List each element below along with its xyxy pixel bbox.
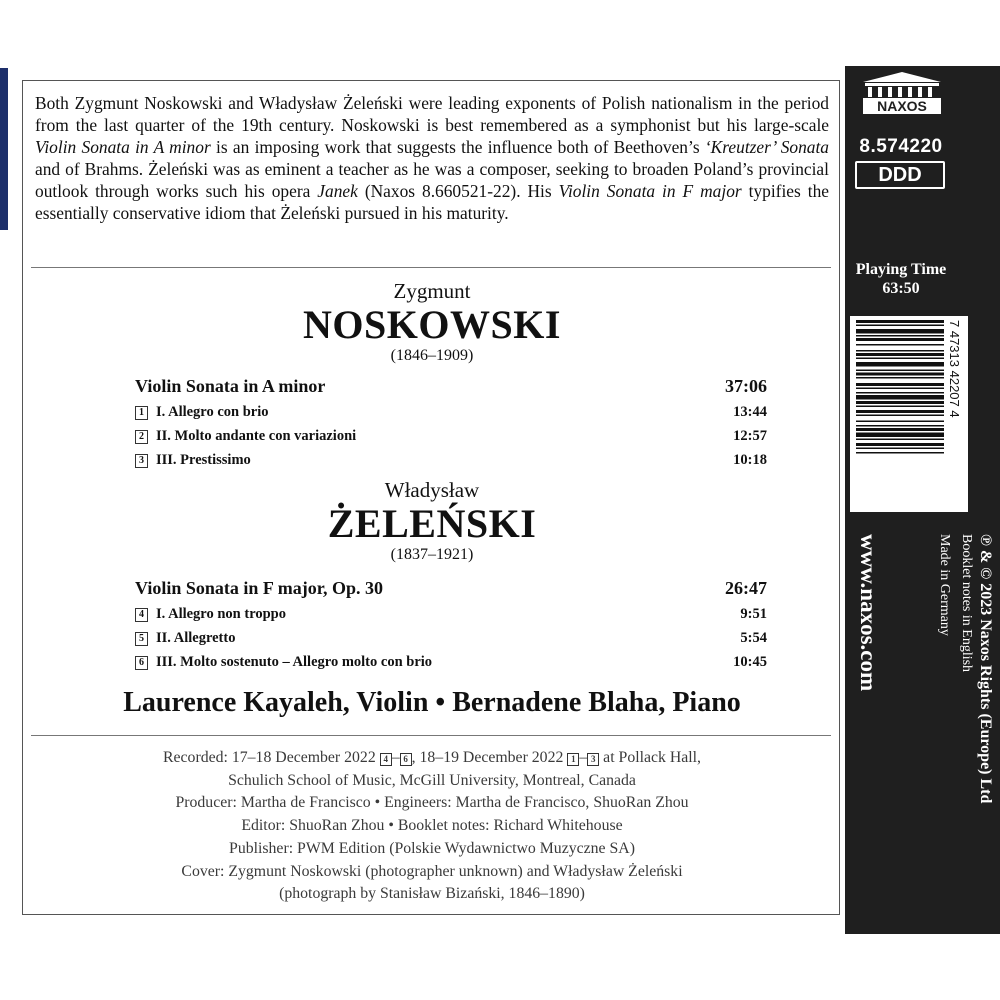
track-row: [135, 605, 767, 623]
divider-bottom: [31, 735, 831, 736]
barcode-bar: [856, 443, 944, 446]
track-title: II. Molto andante con variazioni: [156, 428, 357, 444]
barcode-bar: [856, 439, 944, 441]
track-number: 3: [135, 454, 148, 468]
credits-cover: Cover: Zygmunt Noskowski (photographer unknown) and Władysław Żeleński: [181, 862, 683, 880]
barcode-bar: [856, 452, 944, 454]
back-cover-panel: [22, 80, 840, 915]
naxos-logo-icon: [859, 70, 945, 116]
intro-text: (Naxos 8.660521-22). His: [357, 180, 559, 201]
barcode-bar: [856, 362, 944, 367]
barcode-bar: [856, 395, 944, 400]
ddd-badge: DDD: [855, 161, 945, 189]
copyright-text: ℗ & © 2023 Naxos Rights (Europe) Ltd: [977, 534, 994, 804]
track-duration: 5:54: [740, 630, 767, 646]
catalog-number: 8.574220: [859, 136, 943, 157]
left-edge-gap: [0, 230, 8, 934]
track-number: 5: [135, 632, 148, 646]
barcode: [850, 316, 968, 512]
made-in: Made in Germany: [937, 534, 952, 636]
intro-italic-janek: Janek: [317, 180, 358, 201]
track-duration: 10:18: [733, 452, 767, 468]
composer-first-name: Zygmunt: [393, 279, 471, 303]
barcode-bar: [856, 421, 944, 423]
composer-block-noskowski: [23, 279, 841, 365]
composer-dates: (1837–1921): [390, 546, 474, 563]
track-row: [135, 451, 767, 469]
credits-producer: Producer: Martha de Francisco • Engineers: Martha de Francisco, ShuoRan Zhou: [175, 794, 689, 812]
website-url: www.naxos.com: [856, 534, 881, 692]
barcode-bar: [856, 325, 944, 327]
barcode-bar: [856, 370, 944, 372]
playing-time: [845, 260, 957, 298]
booklet-language: Booklet notes in English: [959, 534, 974, 673]
spine-panel: [845, 66, 1000, 934]
track-row: [135, 427, 767, 445]
barcode-bar: [856, 401, 944, 404]
barcode-bar: [856, 406, 944, 408]
intro-italic-kreutzer: ‘Kreutzer’ Sonata: [704, 136, 829, 157]
credits-photo: (photograph by Stanisław Bizański, 1846–1890): [279, 885, 585, 903]
performers-line: Laurence Kayaleh, Violin • Bernadene Blaha, Piano: [123, 687, 741, 718]
intro-text: typifies the essentially conservative idiom that Żeleński pursued in his maturity.: [35, 180, 829, 223]
barcode-bar: [856, 373, 944, 376]
track-number-box: 4: [380, 753, 392, 766]
barcode-bar: [856, 415, 944, 417]
credits-venue: Schulich School of Music, McGill University, Montreal, Canada: [228, 771, 636, 789]
barcode-bar: [856, 433, 944, 438]
track-duration: 13:44: [733, 404, 767, 420]
playing-time-label: Playing Time: [855, 261, 947, 278]
track-row: [135, 403, 767, 421]
track-row: [135, 653, 767, 671]
recording-credits: [23, 747, 841, 906]
barcode-bar: [856, 320, 944, 323]
track-number: 6: [135, 656, 148, 670]
barcode-bar: [856, 392, 944, 394]
composer-last-name: NOSKOWSKI: [303, 302, 561, 347]
track-number: 1: [135, 406, 148, 420]
composer-dates: (1846–1909): [390, 347, 474, 364]
credits-editor: Editor: ShuoRan Zhou • Booklet notes: Richard Whitehouse: [241, 817, 623, 835]
track-number-box: 3: [587, 753, 599, 766]
work-title: Violin Sonata in A minor: [135, 376, 326, 396]
barcode-digits: 7 47313 42207 4: [947, 320, 962, 418]
barcode-bar: [856, 335, 944, 337]
work-title-row: [135, 375, 767, 397]
barcode-bar: [856, 388, 944, 390]
barcode-bar: [856, 358, 944, 360]
work-duration: 37:06: [725, 376, 767, 396]
work-title: Violin Sonata in F major, Op. 30: [135, 578, 384, 598]
work-duration: 26:47: [725, 578, 767, 598]
credits-recorded: Recorded: 17–18 December 2022 4 – 6 , 18–19 December 2022 1 – 3 at Pollack Hall,: [162, 749, 702, 766]
barcode-bar: [856, 377, 944, 379]
barcode-bar: [856, 350, 944, 352]
logo-wordmark: NAXOS: [877, 98, 927, 114]
intro-italic-work-2: Violin Sonata in F major: [558, 180, 742, 201]
track-title: I. Allegro con brio: [156, 404, 269, 420]
barcode-bar: [856, 425, 944, 427]
barcode-bar: [856, 383, 944, 386]
intro-text: Both Zygmunt Noskowski and Władysław Żeleński were leading exponents of Polish nationalism in the period from the last quarter of the 19th century. Noskowski is best remembered as a symphonist but his large-scale: [35, 93, 829, 135]
credits-publisher: Publisher: PWM Edition (Polskie Wydawnictwo Muzyczne SA): [229, 839, 635, 857]
composer-last-name: ŻELEŃSKI: [327, 501, 537, 546]
work-title-row: [135, 577, 767, 599]
composer-block-zelenski: [23, 478, 841, 564]
track-duration: 10:45: [733, 654, 767, 670]
track-title: I. Allegro non troppo: [156, 606, 286, 622]
intro-italic-work-1: Violin Sonata in A minor: [35, 136, 211, 157]
track-number: 4: [135, 608, 148, 622]
intro-paragraph: [35, 93, 829, 224]
track-title: III. Molto sostenuto – Allegro molto con brio: [156, 654, 433, 670]
barcode-bar: [856, 344, 944, 346]
track-number-box: 6: [400, 753, 412, 766]
barcode-bar: [856, 329, 944, 334]
intro-text: is an imposing work that suggests the influence both of Beethoven’s: [210, 136, 705, 157]
track-duration: 12:57: [733, 428, 767, 444]
track-title: III. Prestissimo: [156, 452, 251, 468]
barcode-bar: [856, 338, 944, 341]
track-duration: 9:51: [740, 606, 767, 622]
intro-text: and of Brahms. Żeleński was as eminent a teacher as he was a composer, seeking to broaden Poland’s provincial outlook through works such his opera: [35, 158, 829, 201]
track-number-box: 1: [567, 753, 579, 766]
barcode-bar: [856, 448, 944, 450]
divider-top: [31, 267, 831, 268]
composer-first-name: Władysław: [384, 478, 480, 502]
track-title: II. Allegretto: [156, 630, 236, 646]
barcode-bar: [856, 410, 944, 413]
track-row: [135, 629, 767, 647]
barcode-bar: [856, 353, 944, 356]
track-number: 2: [135, 430, 148, 444]
barcode-bar: [856, 428, 944, 431]
playing-time-value: 63:50: [882, 280, 920, 297]
